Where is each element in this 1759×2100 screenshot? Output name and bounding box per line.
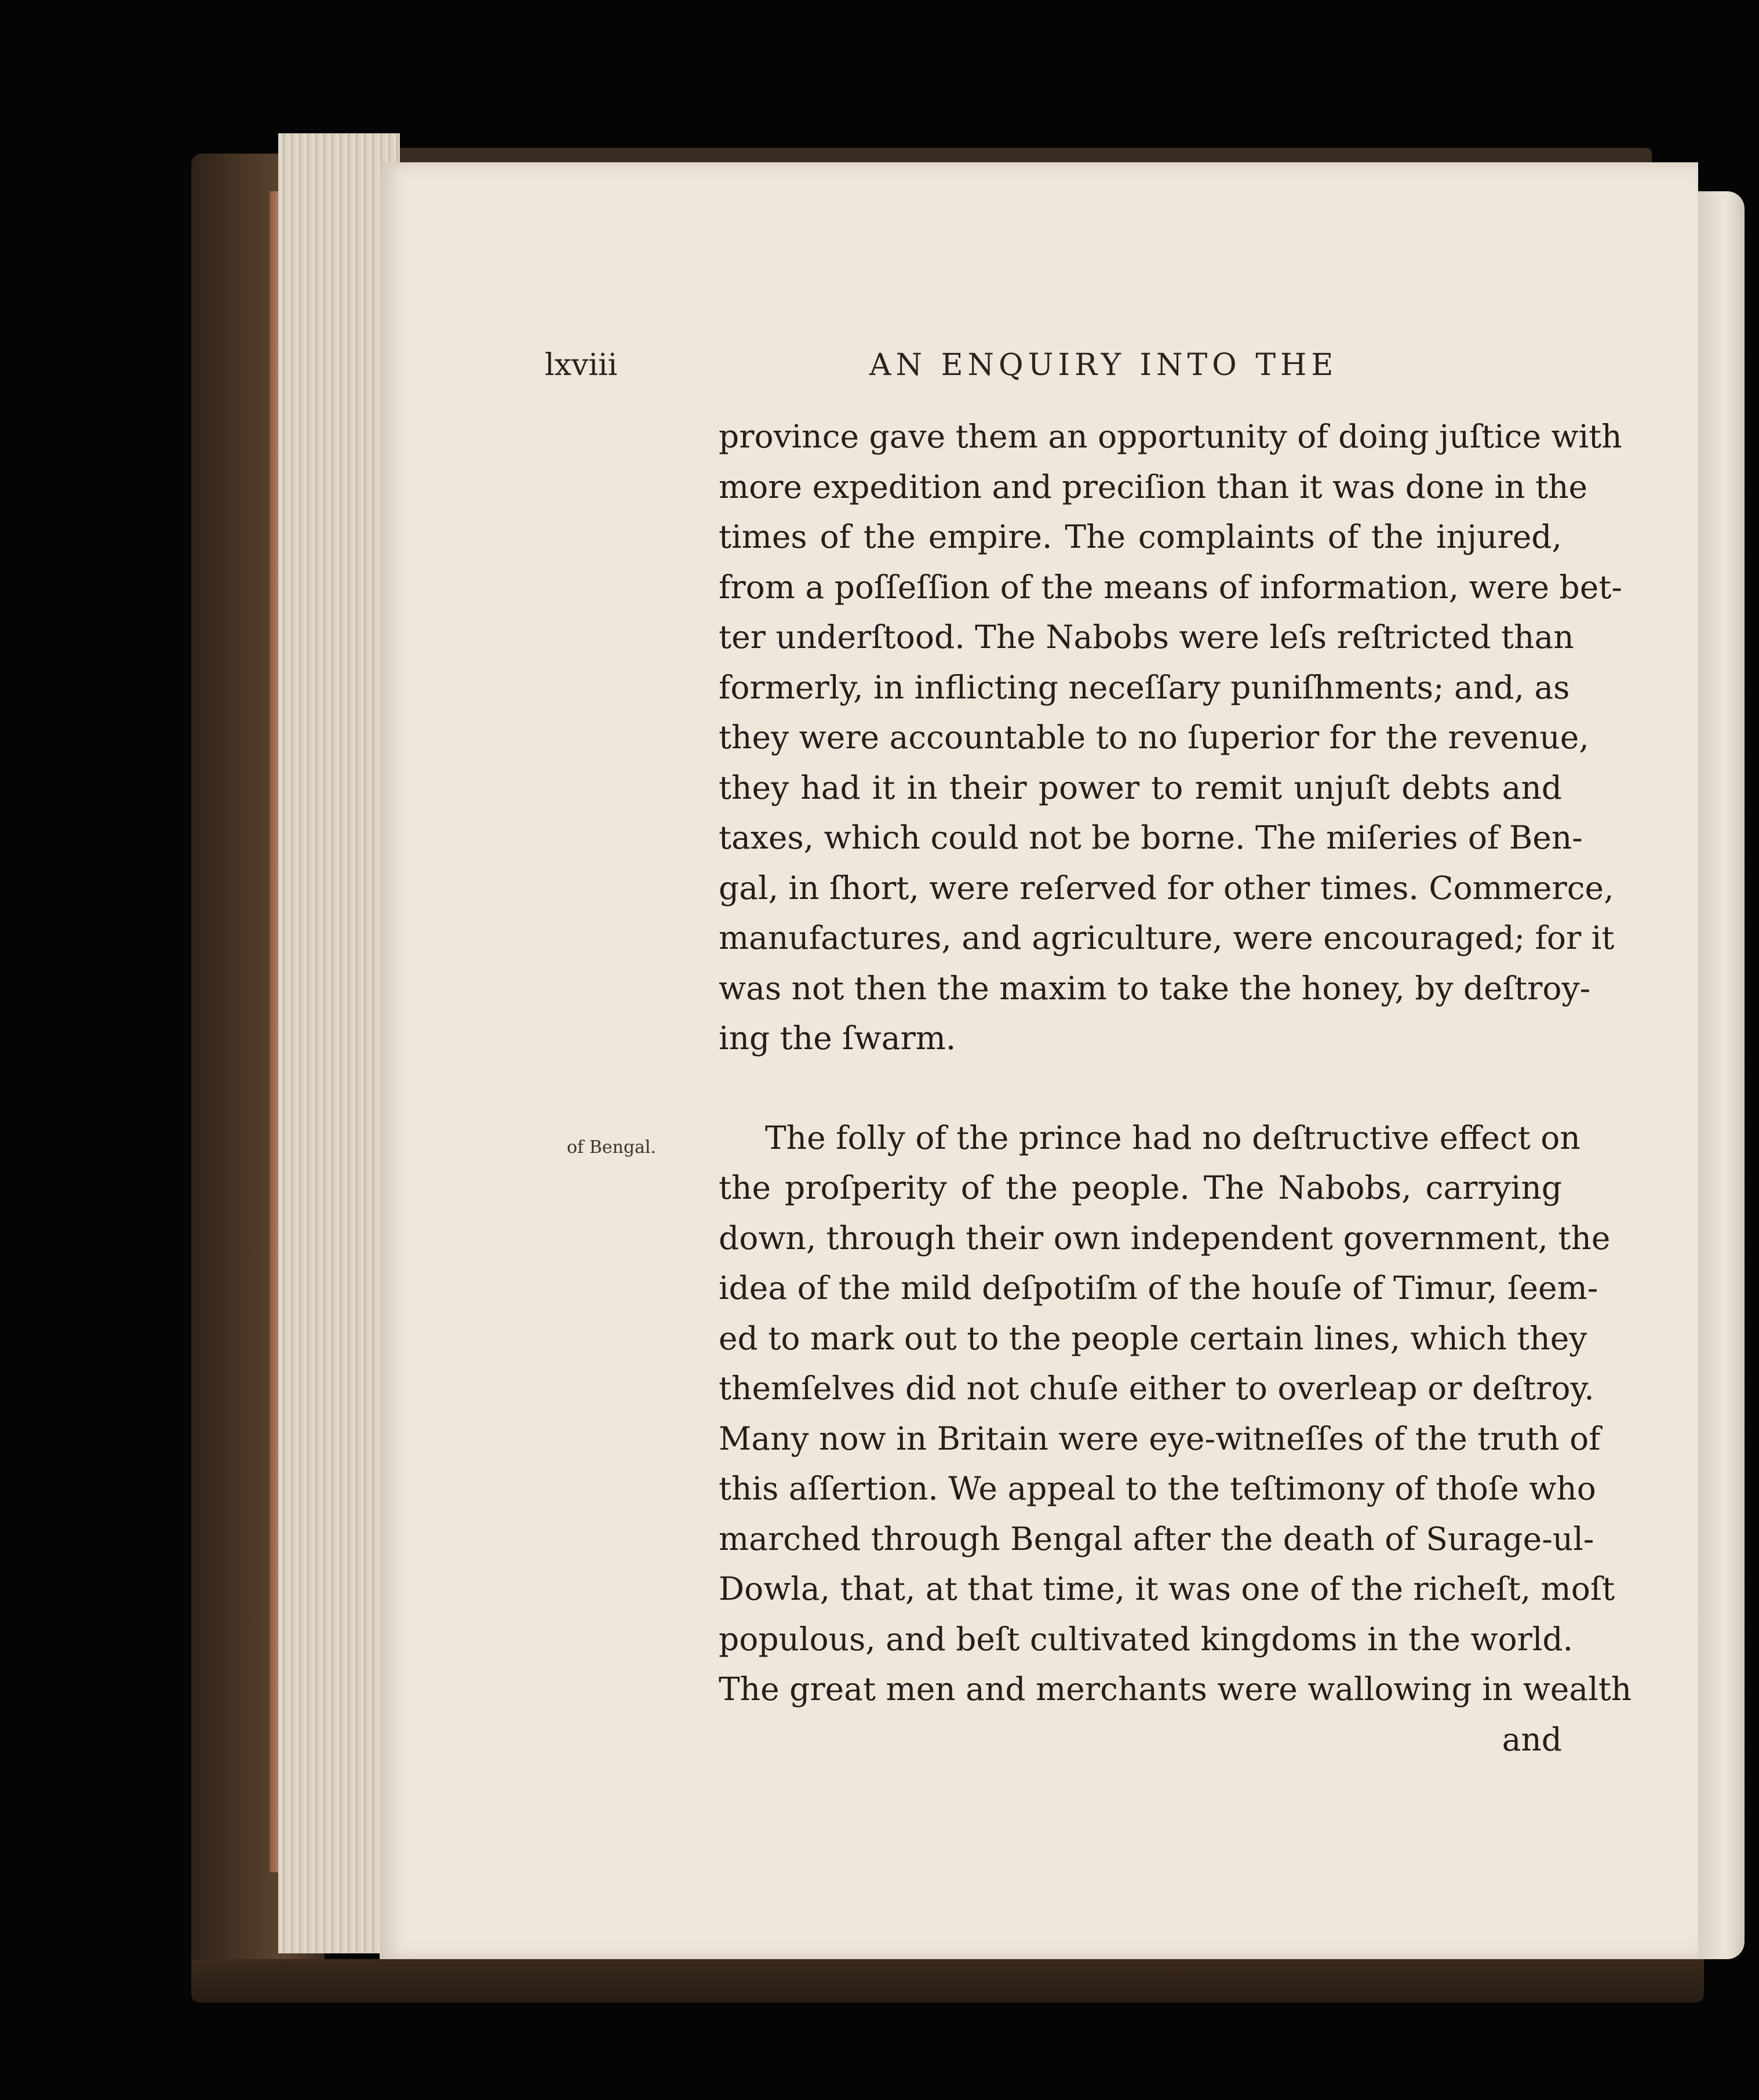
text-line: Dowla, that, at that time, it was one of the richeſt, moſt [719,1570,1615,1607]
paragraph-1 [719,412,1622,1064]
text-line: the proſperity of the people. The Nabobs, carrying [719,1169,1562,1206]
text-line: idea of the mild deſpotiſm of the houſe of Timur, ſeem- [719,1269,1598,1306]
text-line: marched through Bengal after the death of Surage-ul- [719,1520,1594,1557]
text-line: this aſſertion. We appeal to the teſtimony of thoſe who [719,1470,1596,1507]
text-line: populous, and beſt cultivated kingdoms in the world. [719,1620,1574,1658]
text-line: formerly, in inflicting neceſſary puniſhments; and, as [719,668,1570,706]
marginal-note-bengal: of Bengal. [567,1137,657,1158]
text-line: from a poſſeſſion of the means of information, were bet- [719,568,1622,606]
text-line: The folly of the prince had no deſtructive effect on [765,1119,1580,1156]
page-number: lxviii [545,348,618,383]
text-line: ter underſtood. The Nabobs were leſs reſtricted than [719,618,1574,656]
paragraph-gap [719,1064,1562,1113]
text-line: down, through their own independent government, the [719,1219,1611,1257]
facing-leaf [1698,191,1745,1959]
text-line: themſelves did not chuſe either to overleap or deſtroy. [719,1370,1594,1407]
text-line: province gave them an opportunity of doing juſtice with [719,418,1622,455]
running-title: AN ENQUIRY INTO THE [869,348,1338,383]
text-line: times of the empire. The complaints of the injured, [719,518,1562,555]
text-line: taxes, which could not be borne. The miſeries of Ben- [719,819,1583,856]
text-line: manufactures, and agriculture, were encouraged; for it [719,919,1615,956]
text-line: they had it in their power to remit unjuſt debts and [719,769,1562,806]
catchword: and [1502,1720,1562,1758]
page-header [545,348,1559,400]
text-line: more expedition and preciſion than it was done in the [719,468,1588,505]
paragraph-2 [719,1113,1632,1765]
text-line: The great men and merchants were wallowing in wealth [719,1670,1632,1708]
text-line: was not then the maxim to take the honey, by deſtroy- [719,969,1591,1007]
body-text [719,412,1632,1764]
text-line: Many now in Britain were eye-witneſſes of the truth of [719,1420,1601,1457]
text-line: ing the ſwarm. [719,1020,956,1057]
book-cover-bottom [191,1959,1704,2003]
text-line: they were accountable to no ſuperior for the revenue, [719,719,1589,756]
text-line: gal, in ſhort, were reſerved for other times. Commerce, [719,869,1614,907]
text-line: ed to mark out to the people certain lines, which they [719,1319,1587,1357]
